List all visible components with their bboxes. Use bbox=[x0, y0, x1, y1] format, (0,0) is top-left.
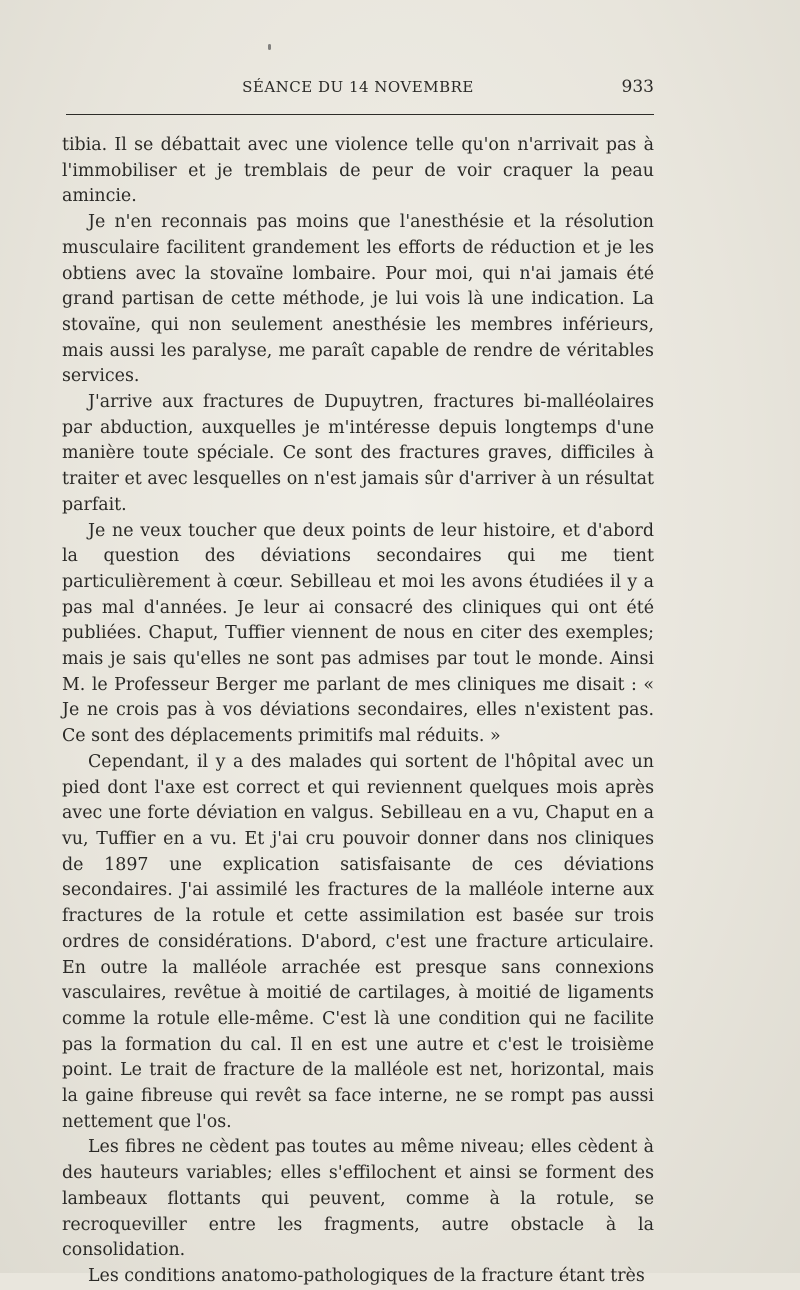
page-number: 933 bbox=[621, 77, 654, 97]
paragraph-5: Cependant, il y a des malades qui sortent de l'hôpital avec un pied dont l'axe est correct et qui reviennent quelques mois après avec une forte déviation en valgus. Sebilleau en a vu, Chaput en a vu, Tuffier en a vu. Et j'ai cru pouvoir donner dans nos cliniques de 1897 une explication satisfaisante de ces déviations secondaires. J'ai assimilé les fractures de la malléole interne aux fractures de la rotule et cette assimilation est basée sur trois ordres de considérations. D'abord, c'est une fracture articulaire. En outre la malléole arrachée est presque sans connexions vasculaires, revêtue à moitié de cartilages, à moitié de ligaments comme la rotule elle-même. C'est là une condition qui ne facilite pas la formation du cal. Il en est une autre et c'est le troisième point. Le trait de fracture de la malléole est net, horizontal, mais la gaine fibreuse qui revêt sa face interne, ne se rompt pas aussi nettement que l'os. bbox=[62, 751, 654, 1132]
body-text bbox=[62, 133, 654, 1290]
paragraph-1: tibia. Il se débattait avec une violence telle qu'on n'arrivait pas à l'immobiliser et je tremblais de peur de voir craquer la peau amincie. bbox=[62, 135, 654, 207]
ink-speck bbox=[268, 44, 271, 50]
paragraph-2: Je n'en reconnais pas moins que l'anesthésie et la résolution musculaire facilitent grandement les efforts de réduction et je les obtiens avec la stovaïne lombaire. Pour moi, qui n'ai jamais été grand partisan de cette méthode, je lui vois là une indication. La stovaïne, qui non seulement anesthésie les membres inférieurs, mais aussi les paralyse, me paraît capable de rendre de véritables services. bbox=[62, 212, 654, 387]
paragraph-6: Les fibres ne cèdent pas toutes au même niveau; elles cèdent à des hauteurs variables; elles s'effilochent et ainsi se forment des lambeaux flottants qui peuvent, comme à la rotule, se recroqueviller entre les fragments, autre obstacle à la consolidation. bbox=[62, 1137, 654, 1261]
header-rule bbox=[66, 114, 654, 115]
paragraph-4: Je ne veux toucher que deux points de leur histoire, et d'abord la question des déviations secondaires qui me tient particulièrement à cœur. Sebilleau et moi les avons étudiées il y a pas mal d'années. Je leur ai consacré des cliniques qui ont été publiées. Chaput, Tuffier viennent de nous en citer des exemples; mais je sais qu'elles ne sont pas admises par tout le monde. Ainsi M. le Professeur Berger me parlant de mes cliniques me disait : « Je ne crois pas à vos déviations secondaires, elles n'existent pas. Ce sont des déplacements primitifs mal réduits. » bbox=[62, 520, 654, 747]
running-title: SÉANCE DU 14 NOVEMBRE bbox=[242, 78, 474, 96]
paragraph-3: J'arrive aux fractures de Dupuytren, fractures bi-malléolaires par abduction, auxquelles je m'intéresse depuis longtemps d'une manière toute spéciale. Ce sont des fractures graves, difficiles à traiter et avec lesquelles on n'est jamais sûr d'arriver à un résultat parfait. bbox=[62, 392, 654, 515]
page-header bbox=[62, 78, 654, 102]
paragraph-7: Les conditions anatomo-pathologiques de la fracture étant très bbox=[88, 1265, 645, 1286]
